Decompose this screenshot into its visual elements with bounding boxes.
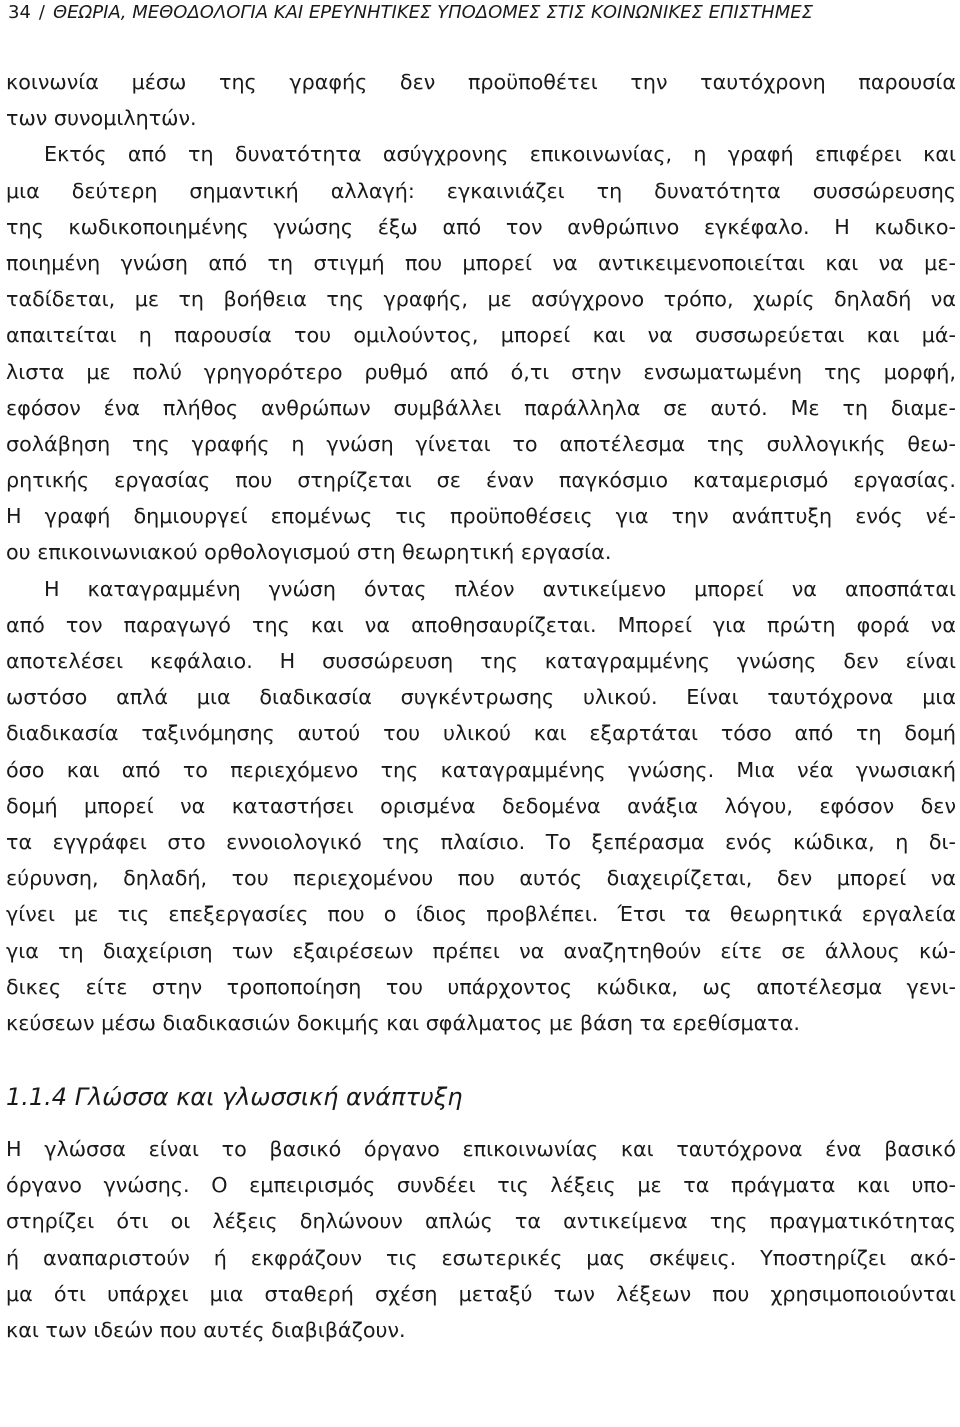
text-line: γίνει με τις επεξεργασίες που ο ίδιος προβλέπει. Έτσι τα θεωρητικά εργαλεία <box>6 902 956 927</box>
text-line: ποιημένη γνώση από τη στιγμή που μπορεί να αντικειμενοποιείται και να με- <box>6 250 956 275</box>
text-line: αποτελέσει κεφάλαιο. Η συσσώρευση της καταγραμμένης γνώσης δεν είναι <box>6 649 956 673</box>
page-number: 34 <box>8 2 31 23</box>
text-line: ρητικής εργασίας που στηρίζεται σε έναν παγκόσμιο καταμερισμό εργασίας. <box>6 468 956 493</box>
text-line: Εκτός από τη δυνατότητα ασύγχρονης επικοινωνίας, η γραφή επιφέρει και <box>44 142 956 167</box>
text-line: διαδικασία ταξινόμησης αυτού του υλικού και εξαρτάται τόσο από τη δομή <box>6 721 956 746</box>
text-line: και των ιδεών που αυτές διαβιβάζουν. <box>6 1318 406 1342</box>
text-line: εφόσον ένα πλήθος ανθρώπων συμβάλλει παράλληλα σε αυτό. Με τη διαμε- <box>6 395 956 420</box>
text-line: μα ότι υπάρχει μια σταθερή σχέση μεταξύ των λέξεων που χρησιμοποιούνται <box>6 1281 956 1306</box>
text-line: ταδίδεται, με τη βοήθεια της γραφής, με ασύγχρονο τρόπο, χωρίς δηλαδή να <box>6 287 956 312</box>
text-line: ωστόσο απλά μια διαδικασία συγκέντρωσης υλικού. Είναι ταυτόχρονα μια <box>6 685 956 710</box>
text-line: λιστα με πολύ γρηγορότερο ρυθμό από ό,τι στην ενσωματωμένη της μορφή, <box>6 359 956 384</box>
text-line: σολάβηση της γραφής η γνώση γίνεται το αποτέλεσμα της συλλογικής θεω- <box>6 431 956 456</box>
text-line: όσο και από το περιεχόμενο της καταγραμμένης γνώσης. Μια νέα γνωσιακή <box>6 757 956 782</box>
text-line: Η γραφή δημιουργεί επομένως τις προϋποθέσεις για την ανάπτυξη ενός νέ- <box>6 504 956 529</box>
text-line: δικες είτε στην τροποποίηση του υπάρχοντος κώδικα, ως αποτέλεσμα γενι- <box>6 974 956 999</box>
text-line: στηρίζει ότι οι λέξεις δηλώνουν απλώς τα αντικείμενα της πραγματικότητας <box>6 1209 956 1234</box>
text-line: ου επικοινωνιακού ορθολογισμού στη θεωρητική εργασία. <box>6 540 612 565</box>
text-line: ή αναπαριστούν ή εκφράζουν τις εσωτερικές μας σκέψεις. Υποστηρίζει ακό- <box>6 1245 956 1270</box>
running-head-separator: / <box>38 2 45 23</box>
body-text <box>6 64 956 1348</box>
text-line: της κωδικοποιημένης γνώσης έξω από τον ανθρώπινο εγκέφαλο. Η κωδικο- <box>6 214 956 239</box>
text-line: για τη διαχείριση των εξαιρέσεων πρέπει να αναζητηθούν είτε σε άλλους κώ- <box>6 938 956 963</box>
text-line: από τον παραγωγό της και να αποθησαυρίζεται. Μπορεί για πρώτη φορά να <box>6 612 956 637</box>
running-head <box>8 0 948 30</box>
text-line: των συνομιλητών. <box>6 106 197 131</box>
running-head-title: ΘΕΩΡΙΑ, ΜΕΘΟΔΟΛΟΓΙΑ ΚΑΙ ΕΡΕΥΝΗΤΙΚΕΣ ΥΠΟΔΟΜΕΣ ΣΤΙΣ ΚΟΙΝΩΝΙΚΕΣ ΕΠΙΣΤΗΜΕΣ <box>52 2 813 23</box>
text-line: δομή μπορεί να καταστήσει ορισμένα δεδομένα ανάξια λόγου, εφόσον δεν <box>6 793 956 818</box>
section-heading: 1.1.4 Γλώσσα και γλωσσική ανάπτυξη <box>6 1083 463 1112</box>
text-line: απαιτείται η παρουσία του ομιλούντος, μπορεί και να συσσωρεύεται και μά- <box>6 323 956 348</box>
text-line: μια δεύτερη σημαντική αλλαγή: εγκαινιάζει τη δυνατότητα συσσώρευσης <box>6 178 956 203</box>
text-line: Η καταγραμμένη γνώση όντας πλέον αντικείμενο μπορεί να αποσπάται <box>44 576 956 601</box>
text-line: κοινωνία μέσω της γραφής δεν προϋποθέτει την ταυτόχρονη παρουσία <box>6 70 956 94</box>
text-line: όργανο γνώσης. Ο εμπειρισμός συνδέει τις λέξεις με τα πράγματα και υπο- <box>6 1173 956 1198</box>
text-line: τα εγγράφει στο εννοιολογικό της πλαίσιο. Το ξεπέρασμα ενός κώδικα, η δι- <box>6 829 956 854</box>
text-line: Η γλώσσα είναι το βασικό όργανο επικοινωνίας και ταυτόχρονα ένα βασικό <box>6 1137 956 1162</box>
text-line: κεύσεων μέσω διαδικασιών δοκιμής και σφάλματος με βάση τα ερεθίσματα. <box>6 1010 800 1035</box>
text-line: εύρυνση, δηλαδή, του περιεχομένου που αυτός διαχειρίζεται, δεν μπορεί να <box>6 866 956 891</box>
